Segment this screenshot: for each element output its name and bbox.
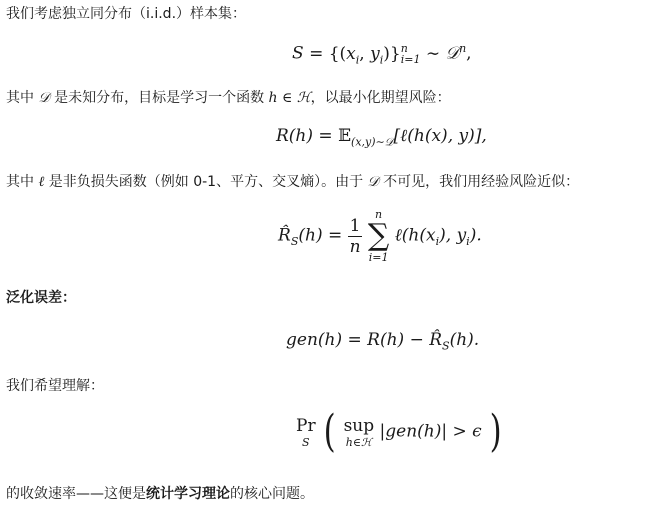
eq4-text: gen(h) = R(h) − R̂ bbox=[286, 330, 443, 350]
eq3-body-sub2: i bbox=[466, 234, 470, 248]
eq3-body-sub: i bbox=[435, 234, 440, 248]
goal-sym-d: 𝒟 bbox=[38, 90, 50, 106]
eq5-pr bbox=[296, 416, 316, 449]
goal-paragraph bbox=[6, 88, 451, 108]
goal-sym-h: h ∈ ℋ bbox=[268, 90, 311, 106]
eq3-lhs-arg: (h) = bbox=[298, 225, 343, 246]
eq5-sup-label: sup bbox=[343, 415, 375, 436]
sum-symbol: ∑ bbox=[367, 218, 390, 253]
eq3-fraction bbox=[348, 216, 363, 257]
eq2-lhs: R(h) = bbox=[276, 126, 333, 146]
eq4-sub: S bbox=[442, 339, 450, 353]
eq5-op-sub: S bbox=[302, 435, 310, 449]
goal-text-2: 是未知分布，目标是学习一个函数 bbox=[54, 90, 265, 106]
goal-text-1: 其中 bbox=[6, 90, 34, 106]
right-paren: ) bbox=[489, 406, 502, 457]
eq3-frac-num: 1 bbox=[349, 215, 361, 236]
eq1-sup-n: n bbox=[400, 42, 408, 56]
loss-text-2: 是非负损失函数（例如 0-1、平方、交叉熵）。由于 bbox=[48, 174, 364, 190]
eq5-sup bbox=[344, 416, 375, 449]
intro-text: 我们考虑独立同分布（i.i.d.）样本集： bbox=[6, 6, 247, 22]
eq2-expectation-sub: (x,y)∼𝒟 bbox=[351, 135, 394, 149]
conclusion-text-2: 的核心问题。 bbox=[230, 486, 314, 502]
eq5-body: |gen(h)| > ϵ bbox=[379, 421, 482, 442]
sample-set-equation: $S = \{(x_i$, $y_i$)} n i=1 ∼ 𝒟$^n$, bbox=[292, 42, 472, 67]
loss-sym-l: ℓ bbox=[38, 174, 45, 190]
loss-text-1: 其中 bbox=[6, 174, 34, 190]
understand-paragraph bbox=[6, 376, 104, 396]
eq3-lhs: R̂ bbox=[278, 225, 291, 246]
conclusion-text-1: 的收敛速率——这便是 bbox=[6, 486, 146, 502]
eq3-body: ℓ(h(x bbox=[394, 225, 436, 246]
eq3-sum-bot: i=1 bbox=[368, 251, 389, 264]
loss-text-3: 不可见，我们用经验风险近似： bbox=[383, 174, 580, 190]
goal-text-3: ，以最小化期望风险： bbox=[310, 90, 451, 106]
eq1-dist-sup: n bbox=[459, 42, 467, 55]
eq3-sum bbox=[368, 208, 389, 264]
eq2-body: [ℓ(h(x), y)], bbox=[393, 126, 487, 146]
generalization-heading-label: 泛化误差： bbox=[6, 290, 76, 306]
eq3-frac-den: n bbox=[349, 236, 361, 257]
eq4-end: (h). bbox=[449, 330, 480, 350]
eq3-lhs-sub: S bbox=[290, 234, 299, 248]
eq1-dist: 𝒟 bbox=[445, 43, 460, 64]
empirical-risk-equation bbox=[278, 208, 482, 264]
eq1-body: = {($x_i$, $y_i$)} n i=1 ∼ bbox=[309, 42, 446, 67]
eq5-op: Pr bbox=[296, 415, 316, 436]
probability-equation bbox=[296, 406, 504, 457]
generalization-heading bbox=[6, 288, 76, 308]
eq3-body-close: ). bbox=[469, 225, 482, 246]
eq2-expectation: 𝔼 bbox=[338, 126, 352, 146]
loss-sym-d: 𝒟 bbox=[367, 174, 379, 190]
generalization-error-equation bbox=[286, 330, 479, 352]
understand-text: 我们希望理解： bbox=[6, 378, 104, 394]
loss-paragraph bbox=[6, 172, 579, 192]
intro-paragraph bbox=[6, 4, 246, 24]
eq1-lhs: S bbox=[292, 43, 304, 64]
expected-risk-equation bbox=[276, 126, 487, 149]
eq1-sub-i1: i=1 bbox=[400, 53, 421, 67]
conclusion-bold: 统计学习理论 bbox=[146, 486, 230, 502]
conclusion-paragraph bbox=[6, 484, 314, 504]
left-paren: ( bbox=[323, 406, 336, 457]
eq3-body-end: ), y bbox=[439, 225, 467, 246]
eq5-sup-sub: h∈ℋ bbox=[345, 435, 372, 449]
eq3-sum-top: n bbox=[375, 208, 383, 221]
